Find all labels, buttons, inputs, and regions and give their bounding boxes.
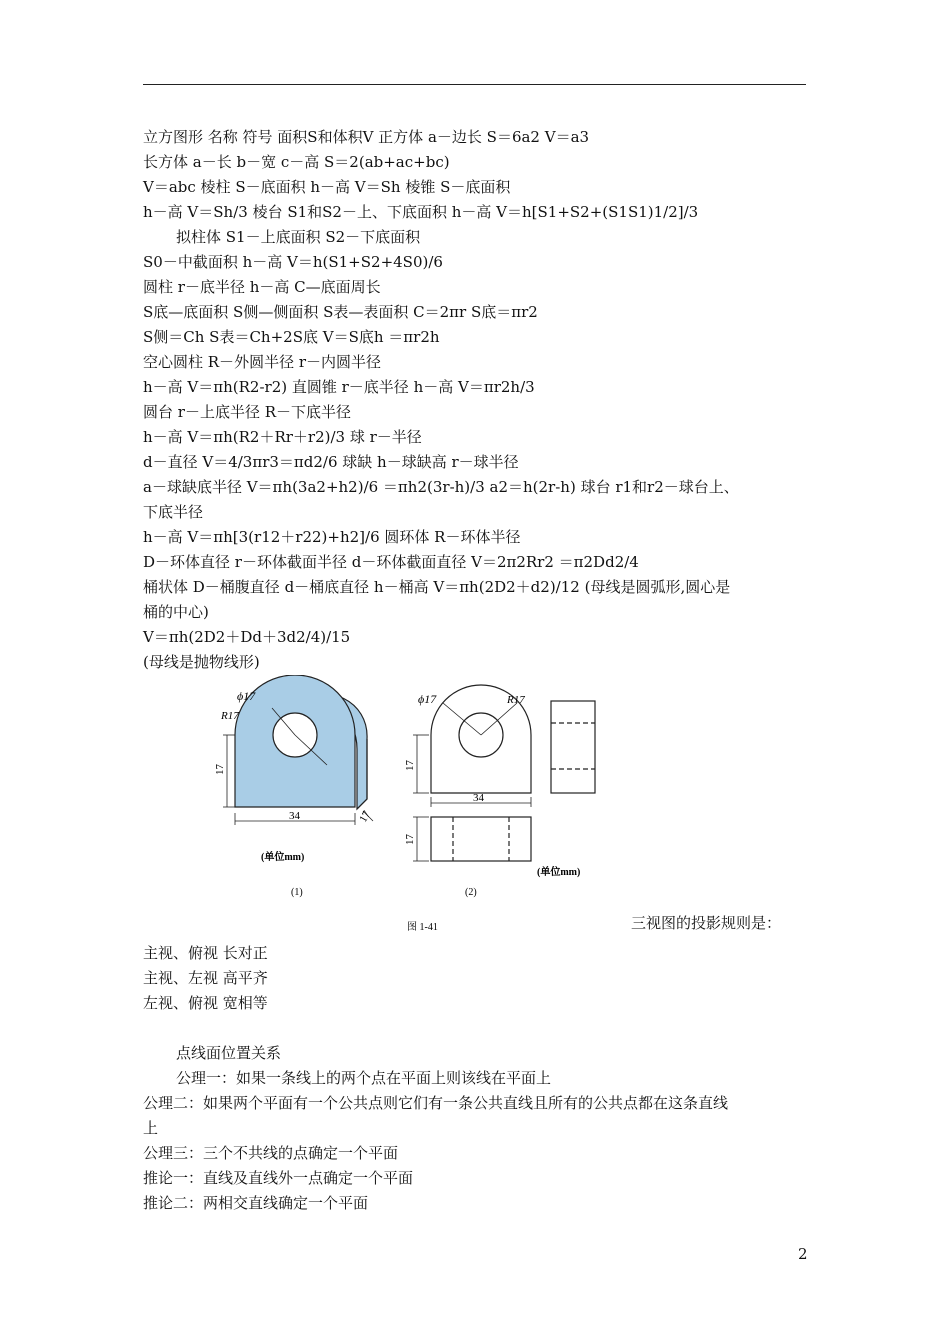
text-line: 桶状体 D－桶腹直径 d－桶底直径 h－桶高 V＝πh(2D2＋d2)/12 (母线是圆弧形,圆心是 <box>143 578 731 596</box>
left-unit-label: (单位mm) <box>261 852 305 863</box>
text-line: 圆柱 r－底半径 h－高 C—底面周长 <box>143 278 381 296</box>
axiom-line: 上 <box>143 1119 159 1137</box>
right-unit-label: (单位mm) <box>537 867 581 878</box>
axiom-line: 推论二：两相交直线确定一个平面 <box>143 1194 369 1212</box>
text-line: h－高 V＝πh(R2-r2) 直圆锥 r－底半径 h－高 V＝πr2h/3 <box>143 378 535 396</box>
text-line: h－高 V＝Sh/3 棱台 S1和S2－上、下底面积 h－高 V＝h[S1+S2+(S1S1)1/2]/3 <box>143 203 699 221</box>
right-phi-label: ϕ17 <box>418 692 437 706</box>
rule-line: 主视、俯视 长对正 <box>143 944 268 962</box>
text-line: 长方体 a－长 b－宽 c－高 S＝2(ab+ac+bc) <box>143 153 450 171</box>
left-depth-label: 17 <box>357 808 374 825</box>
right-height-label: 17 <box>404 760 416 771</box>
rule-line: 主视、左视 高平齐 <box>143 969 268 987</box>
left-phi-label: ϕ17 <box>237 689 256 703</box>
page-number: 2 <box>798 1245 808 1263</box>
projection-intro: 三视图的投影规则是： <box>631 914 782 932</box>
figure-row <box>143 675 811 941</box>
text-line: V＝abc 棱柱 S－底面积 h－高 V＝Sh 棱锥 S－底面积 <box>143 178 511 196</box>
text-line: S0－中截面积 h－高 V＝h(S1+S2+4S0)/6 <box>143 253 443 271</box>
text-line: D－环体直径 r－环体截面半径 d－环体截面直径 V＝2π2Rr2 ＝π2Dd2/4 <box>143 553 639 571</box>
right-r-label: R17 <box>507 694 525 706</box>
text-line: S底—底面积 S侧—侧面积 S表—表面积 C＝2πr S底＝πr2 <box>143 303 538 321</box>
right-fig-label: (2) <box>465 887 477 898</box>
right-width-label: 34 <box>473 792 484 804</box>
right-side-height-label: 17 <box>404 834 416 845</box>
text-line: V＝πh(2D2＋Dd＋3d2/4)/15 <box>143 628 351 646</box>
header-rule <box>143 84 806 85</box>
top-view <box>431 817 531 861</box>
text-line: 拟柱体 S1－上底面积 S2－下底面积 <box>176 228 421 246</box>
side-view <box>551 701 595 793</box>
axiom-line: 公理三：三个不共线的点确定一个平面 <box>143 1144 399 1162</box>
section-title: 点线面位置关系 <box>176 1044 282 1062</box>
text-line: h－高 V＝πh[3(r12＋r22)+h2]/6 圆环体 R－环体半径 <box>143 528 521 546</box>
text-line: d－直径 V＝4/3πr3＝πd2/6 球缺 h－球缺高 r－球半径 <box>143 453 519 471</box>
text-line: h－高 V＝πh(R2＋Rr＋r2)/3 球 r－半径 <box>143 428 422 446</box>
spacer <box>143 1016 811 1041</box>
axiom-line: 公理二：如果两个平面有一个公共点则它们有一条公共直线且所有的公共点都在这条直线 <box>143 1094 729 1112</box>
text-line: 桶的中心) <box>143 603 209 621</box>
left-width-label: 34 <box>289 810 300 822</box>
text-line: 立方图形 名称 符号 面积S和体积V 正方体 a－边长 S＝6a2 V＝a3 <box>143 128 590 146</box>
figure-caption: 图 1-41 <box>407 922 438 933</box>
left-r-label: R17 <box>221 710 239 722</box>
text-line: 圆台 r－上底半径 R－下底半径 <box>143 403 352 421</box>
axiom-line: 公理一：如果一条线上的两个点在平面上则该线在平面上 <box>176 1069 552 1087</box>
text-line: a－球缺底半径 V＝πh(3a2+h2)/6 ＝πh2(3r-h)/3 a2＝h(2r-h) 球台 r1和r2－球台上、 <box>143 478 739 496</box>
text-line: 空心圆柱 R－外圆半径 r－内圆半径 <box>143 353 382 371</box>
document-body <box>143 125 811 1216</box>
text-line: 下底半径 <box>143 503 204 521</box>
rule-line: 左视、俯视 宽相等 <box>143 994 268 1012</box>
three-view-figure <box>177 675 635 939</box>
text-line: (母线是抛物线形) <box>143 653 260 671</box>
text-line: S侧＝Ch S表＝Ch+2S底 V＝S底h ＝πr2h <box>143 328 440 346</box>
left-height-label: 17 <box>214 764 226 775</box>
axiom-line: 推论一：直线及直线外一点确定一个平面 <box>143 1169 414 1187</box>
left-fig-label: (1) <box>291 887 303 898</box>
figure-drawing <box>177 675 635 939</box>
